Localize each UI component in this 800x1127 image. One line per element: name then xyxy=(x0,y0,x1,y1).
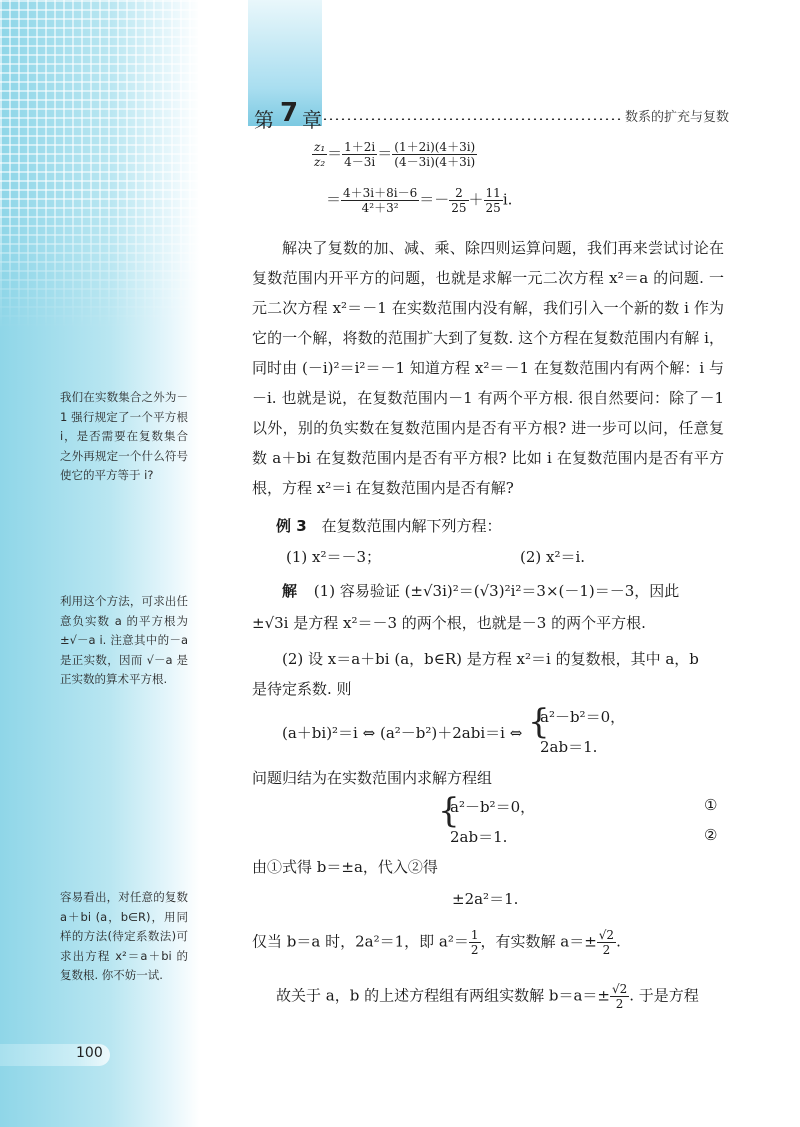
frac-den: 2 xyxy=(615,997,624,1011)
system-eq-b: 2ab＝1. xyxy=(540,738,598,756)
equation-marker-2: ② xyxy=(704,826,718,844)
solution-line-4: 是待定系数. 则 xyxy=(252,680,352,698)
frac-num: 2 xyxy=(449,186,468,201)
grid-pattern xyxy=(0,0,200,330)
frac-den: 4²＋3² xyxy=(361,201,399,215)
fraction-1 xyxy=(342,140,377,169)
chapter-prefix: 第 xyxy=(254,108,274,132)
substitution-text: 由①式得 b＝±a，代入②得 xyxy=(252,858,438,876)
paragraph-sqrt-discussion: 解决了复数的加、减、乘、除四则运算问题，我们再来尝试讨论在复数范围内开平方的问题，也就是求解一元二次方程 x²＝a 的问题. 一元二次方程 x²＝－1 在实数范围内没有解，我们引入一个新的数 i 作为它的一个解，将数的范围扩大到了复数. 这个方程在复数范围内有解 i，同时由 (－i)²＝i²＝－1 知道方程 x²＝－1 在复数范围内有两个解：i 与－i. 也就是说，在复数范围内－1 有两个平方根. 很自然要问：除了－1 以外，别的负实数在复数范围内是否有平方根? 进一步可以问，任意复数 a＋bi 在复数范围内是否有平方根? 比如 i 在复数范围内是否有平方根，方程 x²＝i 在复数范围内是否有解? xyxy=(252,239,724,497)
frac-num: 4＋3i＋8i－6 xyxy=(343,186,418,200)
final-text-end: . 于是方程 xyxy=(629,986,699,1005)
frac-den: 4－3i xyxy=(344,155,376,169)
fraction-5 xyxy=(484,186,503,215)
period: . xyxy=(616,932,621,951)
frac-num: (1＋2i)(4＋3i) xyxy=(394,140,476,154)
fraction-sqrt2-b xyxy=(610,982,629,1011)
example-item-2: (2) x²＝i. xyxy=(520,548,586,566)
equivalence-line: (a＋bi)²＝i ⇔ (a²－b²)＋2abi＝i ⇔ xyxy=(282,724,523,742)
reduce-text: 问题归结为在实数范围内求解方程组 xyxy=(252,769,493,787)
only-when-text: 仅当 b＝a 时，2a²＝1，即 a²＝ xyxy=(252,932,469,951)
fraction-3 xyxy=(341,186,419,215)
calc-text: ＋ xyxy=(468,190,484,209)
calc-line-1: $\frac{\text{z₁}}{\text{z₂}}$ ＝ $\frac{1+2i}{4-3i}$ ＝ $\frac{(1+2i)(4+3i)}{(4-3i)(4+3i)}$ xyxy=(314,140,476,169)
example-label: 例 3 xyxy=(276,517,307,535)
fraction-sqrt2 xyxy=(597,928,616,957)
fraction-2 xyxy=(392,140,477,169)
frac-den: 2 xyxy=(470,943,479,957)
chapter-number: 7 xyxy=(280,98,299,128)
frac-den: 25 xyxy=(451,201,467,215)
frac-den: 2 xyxy=(602,943,611,957)
fraction-z xyxy=(312,140,327,169)
fraction-half xyxy=(469,928,481,957)
system-eq-a: a²－b²＝0， xyxy=(540,708,626,726)
solution-text: (1) 容易验证 (±√3i)²＝(√3)²i²＝3×(－1)＝－3，因此 xyxy=(313,582,680,600)
frac-num: √2 xyxy=(598,928,615,942)
system2-eq-a: a²－b²＝0， xyxy=(450,798,536,816)
frac-num: 1 xyxy=(470,928,479,942)
frac-num: √2 xyxy=(611,982,628,996)
solution-label: 解 xyxy=(282,582,298,600)
brace-2: { xyxy=(438,791,460,831)
margin-note-3: 容易看出，对任意的复数 a＋bi (a，b∈R)，用同样的方法(待定系数法)可求出方程 x²＝a＋bi 的复数根. 你不妨一试. xyxy=(60,890,188,982)
frac-den: 25 xyxy=(485,201,501,215)
solution-line-1 xyxy=(282,580,679,601)
frac-den: z₂ xyxy=(314,155,326,169)
solution-line-3: (2) 设 x＝a＋bi (a，b∈R) 是方程 x²＝i 的复数根，其中 a，b xyxy=(282,650,699,668)
frac-den: (4－3i)(4＋3i) xyxy=(394,155,476,169)
frac-num: 1＋2i xyxy=(344,140,376,154)
margin-note-2: 利用这个方法，可求出任意负实数 a 的平方根为 ±√－a i. 注意其中的－a 是正实数，因而 √－a 是正实数的算术平方根. xyxy=(60,594,188,686)
only-when-line xyxy=(252,928,621,957)
leader-dots xyxy=(322,118,622,120)
frac-num: 11 xyxy=(485,186,501,200)
calc-text: ＝－ xyxy=(419,190,450,209)
equation-marker-1: ① xyxy=(704,796,718,814)
brace-1: { xyxy=(528,702,550,742)
frac-num: z₁ xyxy=(314,140,326,154)
final-text: 故关于 a，b 的上述方程组有两组实数解 b＝a＝± xyxy=(276,986,610,1005)
margin-note-1: 我们在实数集合之外为－1 强行规定了一个平方根 i，是否需要在复数集合之外再规定一个什么符号使它的平方等于 i? xyxy=(60,390,188,482)
real-solution-text: ，有实数解 a＝± xyxy=(480,932,597,951)
chapter-suffix: 章 xyxy=(302,108,322,132)
example-heading xyxy=(276,515,501,536)
fraction-4 xyxy=(449,186,468,215)
solution-line-2: ±√3i 是方程 x²＝－3 的两个根，也就是－3 的两个平方根. xyxy=(252,614,646,632)
chapter-title: 数系的扩充与复数 xyxy=(625,110,730,125)
example-item-1: (1) x²＝－3； xyxy=(286,548,382,566)
system2-eq-b: 2ab＝1. xyxy=(450,828,508,846)
page-number: 100 xyxy=(76,1045,103,1061)
calc-line-2: ＝ $\frac{4+3i+8i-6}{\text{4²＋3²}}$ ＝－ $\frac{2}{25}$ ＋ $\frac{11}{25}$ i. xyxy=(326,186,513,215)
centered-equation: ±2a²＝1. xyxy=(452,890,519,908)
calc-text: i. xyxy=(502,190,513,209)
example-text: 在复数范围内解下列方程： xyxy=(321,517,502,535)
final-line xyxy=(276,982,699,1011)
